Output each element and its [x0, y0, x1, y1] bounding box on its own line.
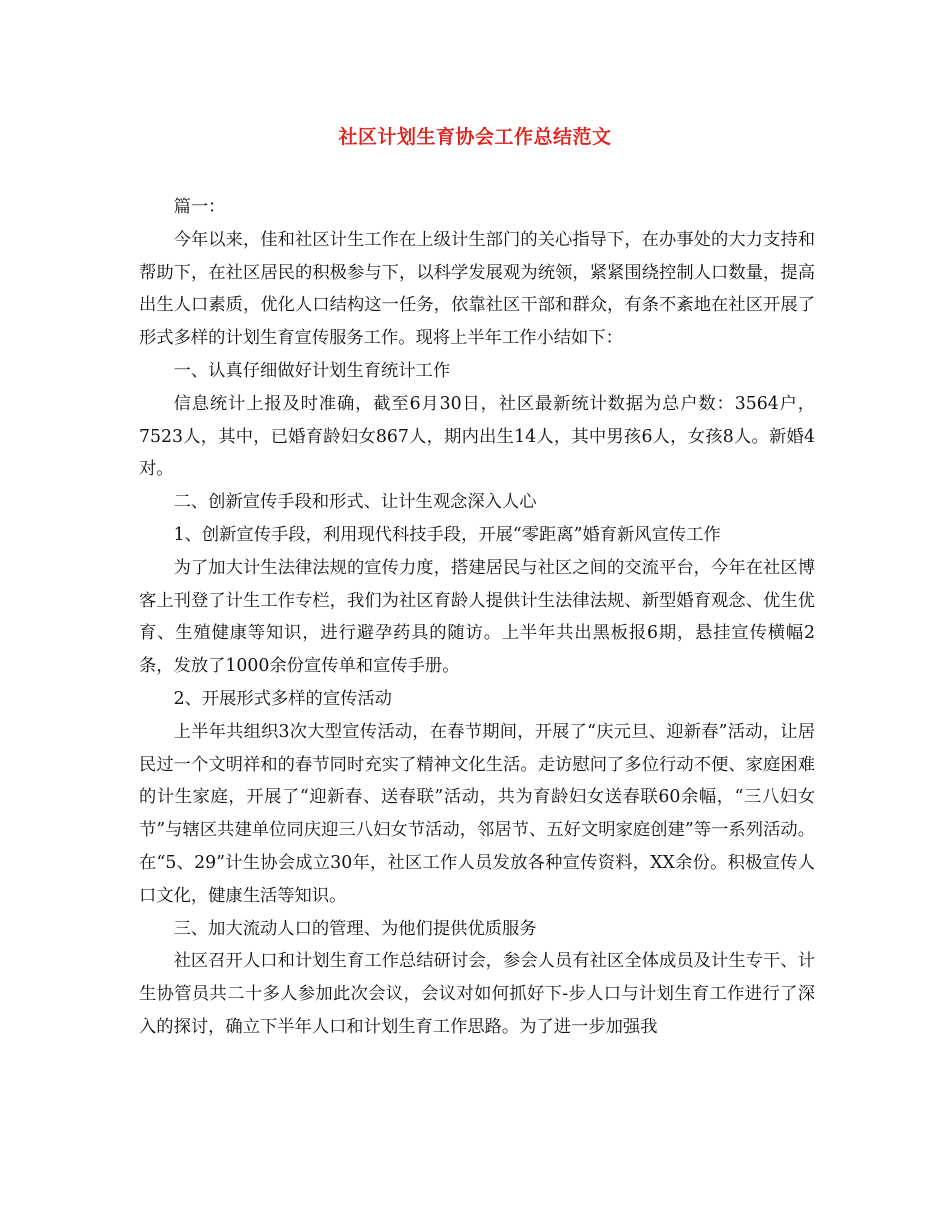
subheading-2-2: 2、开展形式多样的宣传活动: [173, 688, 392, 709]
paragraph-section-label: 篇一：: [173, 197, 226, 217]
document-body: [139, 191, 815, 1044]
subheading-2-1: 1、创新宣传手段，利用现代科技手段，开展“零距离”婚育新风宣传工作: [173, 524, 721, 545]
paragraph-statistics: 信息统计上报及时准确，截至6月30日，社区最新统计数据为总户数：3564户，7523人，其中，已婚育龄妇女867人，期内出生14人，其中男孩6人，女孩8人。新婚4对。: [139, 393, 815, 480]
paragraph-floating-population: 社区召开人口和计划生育工作总结研讨会，参会人员有社区全体成员及计生专干、计生协管员共二十多人参加此次会议，会议对如何抓好下-步人口与计划生育工作进行了深入的探讨，确立下半年人口和计划生育工作思路。为了进一步加强我: [139, 951, 815, 1037]
paragraph-publicity-means: 为了加大计生法律法规的宣传力度，搭建居民与社区之间的交流平台，今年在社区博客上刊登了计生工作专栏，我们为社区育龄人提供计生法律法规、新型婚育观念、优生优育、生殖健康等知识，进行避孕药具的随访。上半年共出黑板报6期，悬挂宣传横幅2条，发放了1000余份宣传单和宣传手册。: [139, 557, 815, 677]
paragraph-intro: 今年以来，佳和社区计生工作在上级计生部门的关心指导下，在办事处的大力支持和帮助下，在社区居民的积极参与下，以科学发展观为统领，紧紧围绕控制人口数量，提高出生人口素质，优化人口结构这一任务，依靠社区干部和群众，有条不紊地在社区开展了形式多样的计划生育宣传服务工作。现将上半年工作小结如下：: [139, 229, 815, 349]
paragraph-activities: 上半年共组织3次大型宣传活动，在春节期间，开展了“庆元旦、迎新春”活动，让居民过一个文明祥和的春节同时充实了精神文化生活。走访慰问了多位行动不便、家庭困难的计生家庭，开展了“迎新春、送春联”活动，共为育龄妇女送春联60余幅，“三八妇女节”与辖区共建单位同庆迎三八妇女节活动，邻居节、五好文明家庭创建”等一系列活动。在“5、29”计生协会成立30年，社区工作人员发放各种宣传资料，XX余份。积极宣传人口文化，健康生活等知识。: [139, 721, 815, 906]
document-title: 社区计划生育协会工作总结范文: [338, 126, 612, 148]
heading-section-3: 三、加大流动人口的管理、为他们提供优质服务: [173, 918, 537, 939]
heading-section-2: 二、创新宣传手段和形式、让计生观念深入人心: [173, 492, 537, 513]
heading-section-1: 一、认真仔细做好计划生育统计工作: [173, 360, 451, 381]
